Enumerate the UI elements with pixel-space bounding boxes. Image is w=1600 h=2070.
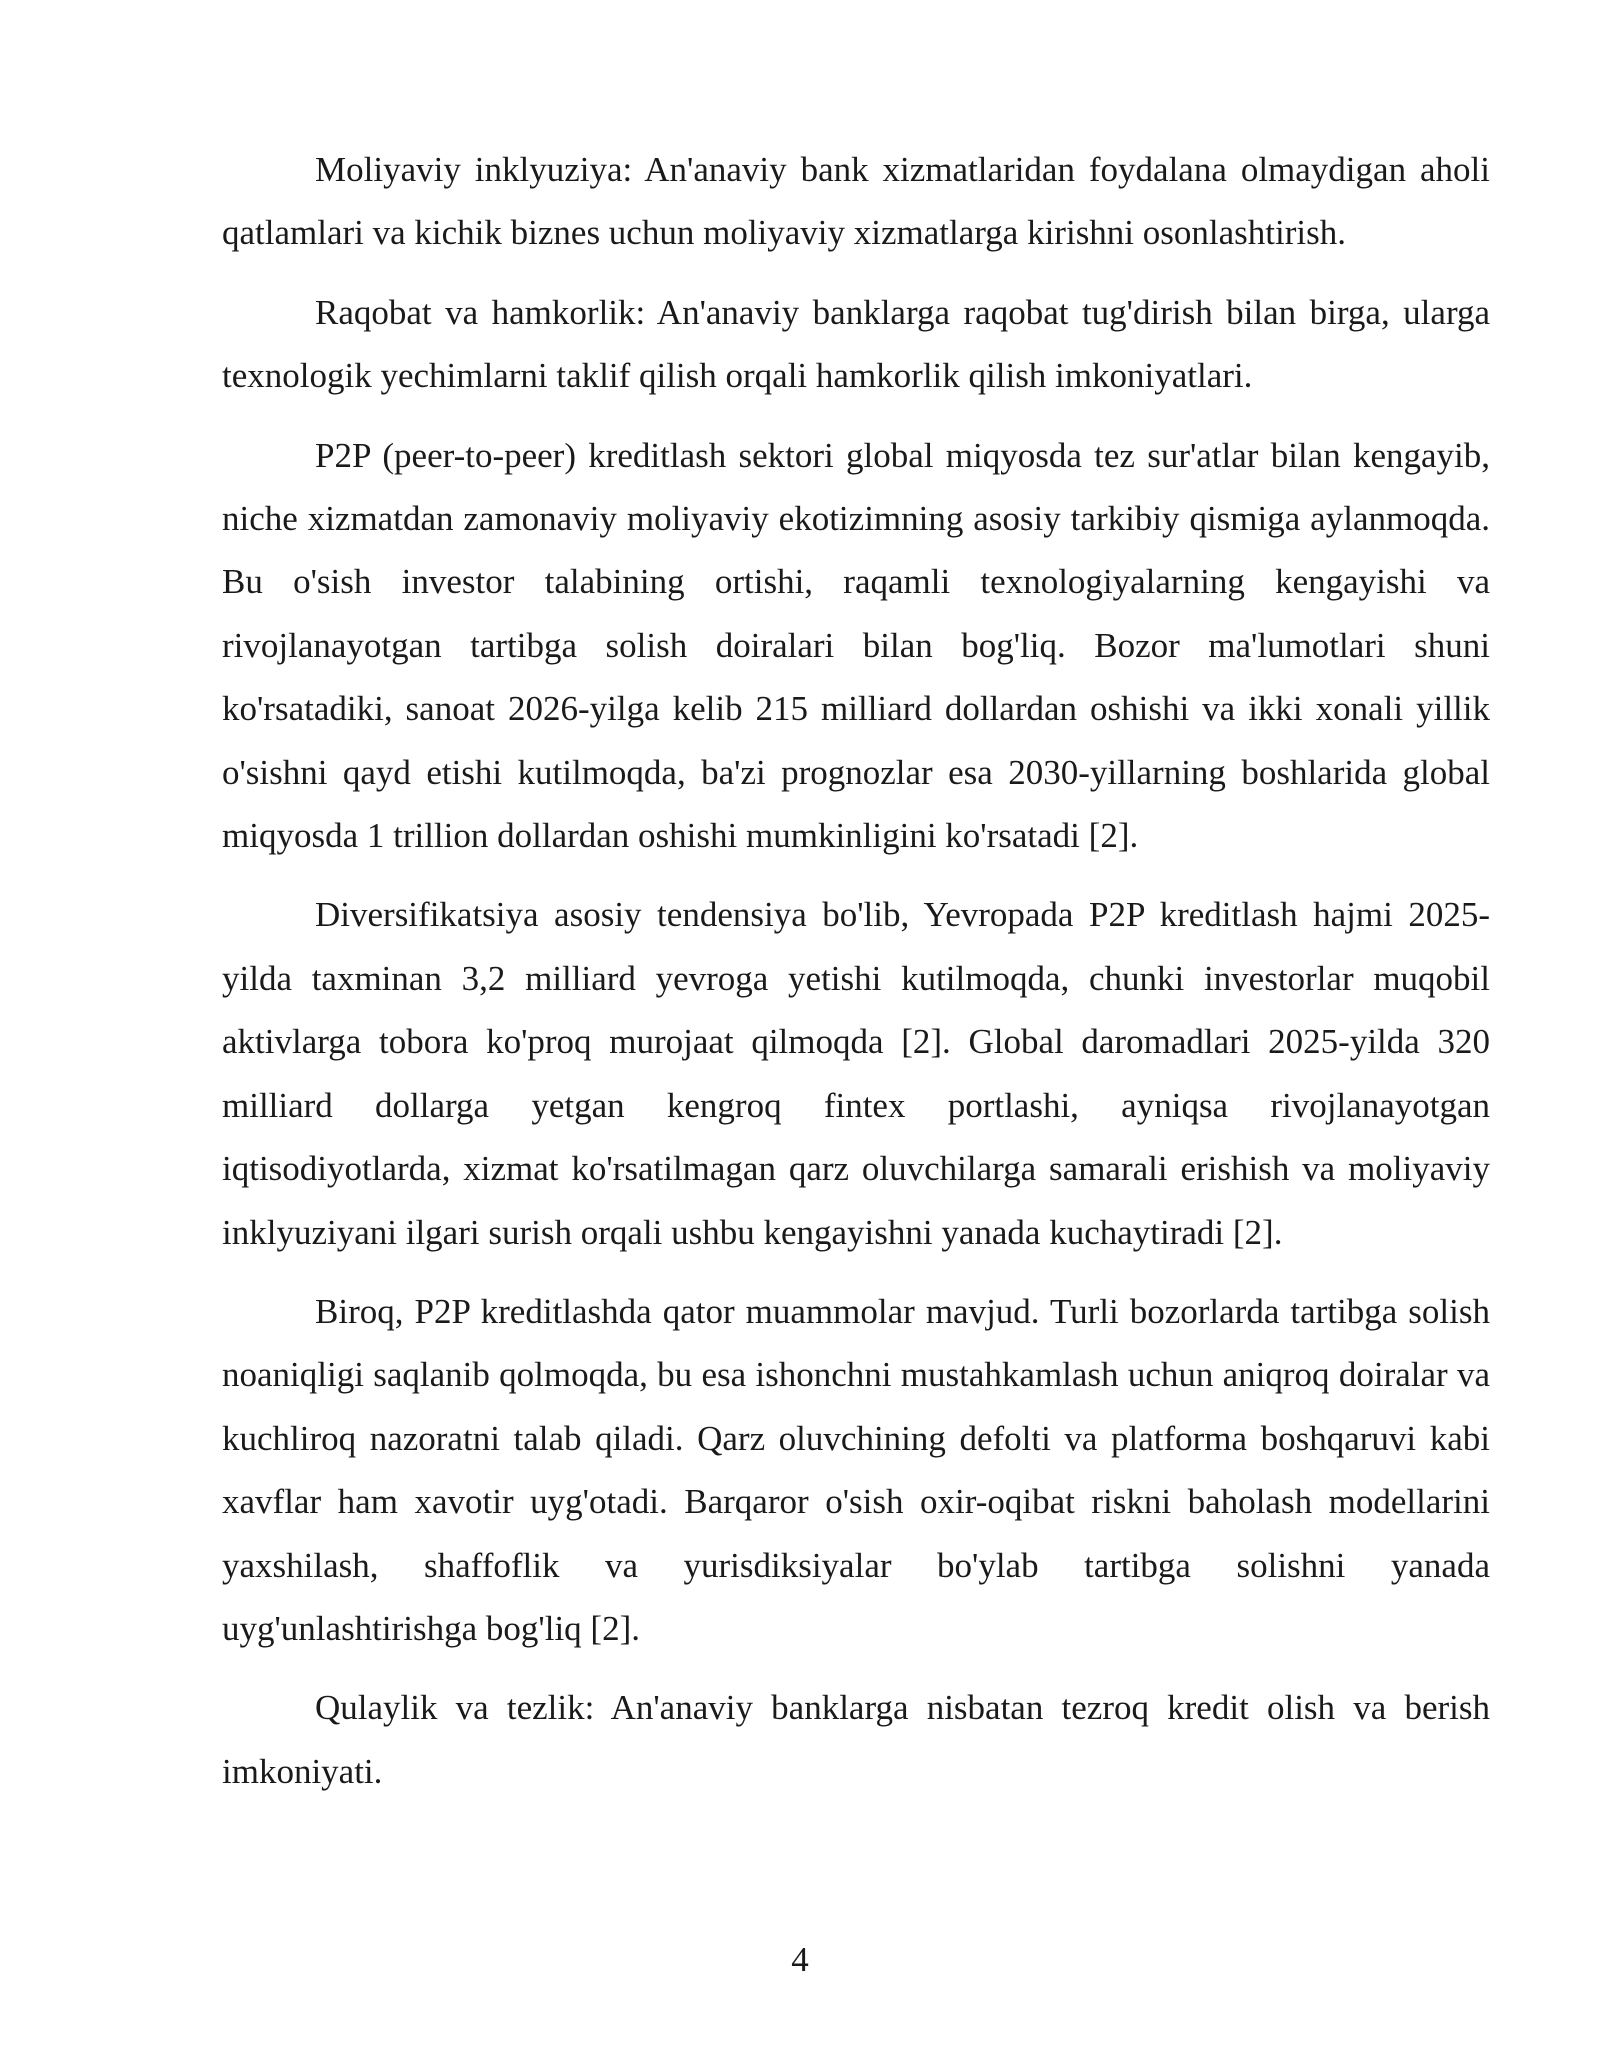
paragraph-diversification: Diversifikatsiya asosiy tendensiya bo'lib, Yevropada P2P kreditlash hajmi 2025-yilda taxminan 3,2 milliard yevroga yetishi kutilmoqda, chunki investorlar muqobil aktivlarga tobora ko'proq murojaat qilmoqda [2]. Global daromadlari 2025-yilda 320 milliard dollarga yetgan kengroq fintex portlashi, ayniqsa rivojlanayotgan iqtisodiyotlarda, xizmat ko'rsatilmagan qarz oluvchilarga samarali erishish va moliyaviy inklyuziyani ilgari surish orqali ushbu kengayishni yanada kuchaytiradi [2]. [222, 895, 1490, 1252]
paragraph-financial-inclusion: Moliyaviy inklyuziya: An'anaviy bank xizmatlaridan foydalana olmaydigan aholi qatlamlari va kichik biznes uchun moliyaviy xizmatlarga kirishni osonlashtirish. [222, 150, 1490, 253]
paragraph-convenience-speed: Qulaylik va tezlik: An'anaviy banklarga nisbatan tezroq kredit olish va berish imkoniyati. [222, 1688, 1490, 1791]
page-body [222, 138, 1490, 1819]
paragraph-p2p-growth: P2P (peer-to-peer) kreditlash sektori global miqyosda tez sur'atlar bilan kengayib, niche xizmatdan zamonaviy moliyaviy ekotizimning asosiy tarkibiy qismiga aylanmoqda. Bu o'sish investor talabining ortishi, raqamli texnologiyalarning kengayishi va rivojlanayotgan tartibga solish doiralari bilan bog'liq. Bozor ma'lumotlari shuni ko'rsatadiki, sanoat 2026-yilga kelib 215 milliard dollardan oshishi va ikki xonali yillik o'sishni qayd etishi kutilmoqda, ba'zi prognozlar esa 2030-yillarning boshlarida global miqyosda 1 trillion dollardan oshishi mumkinligini ko'rsatadi [2]. [222, 435, 1490, 856]
paragraph-competition-cooperation: Raqobat va hamkorlik: An'anaviy banklarga raqobat tug'dirish bilan birga, ularga texnologik yechimlarni taklif qilish orqali hamkorlik qilish imkoniyatlari. [222, 292, 1490, 396]
paragraph-challenges: Biroq, P2P kreditlashda qator muammolar mavjud. Turli bozorlarda tartibga solish noaniqligi saqlanib qolmoqda, bu esa ishonchni mustahkamlash uchun aniqroq doiralar va kuchliroq nazoratni talab qiladi. Qarz oluvchining defolti va platforma boshqaruvi kabi xavflar ham xavotir uyg'otadi. Barqaror o'sish oxir-oqibat riskni baholash modellarini yaxshilash, shaffoflik va yurisdiksiyalar bo'ylab tartibga solishni yanada uyg'unlashtirishga bog'liq [2]. [222, 1291, 1490, 1648]
page-number: 4 [791, 1940, 809, 1979]
